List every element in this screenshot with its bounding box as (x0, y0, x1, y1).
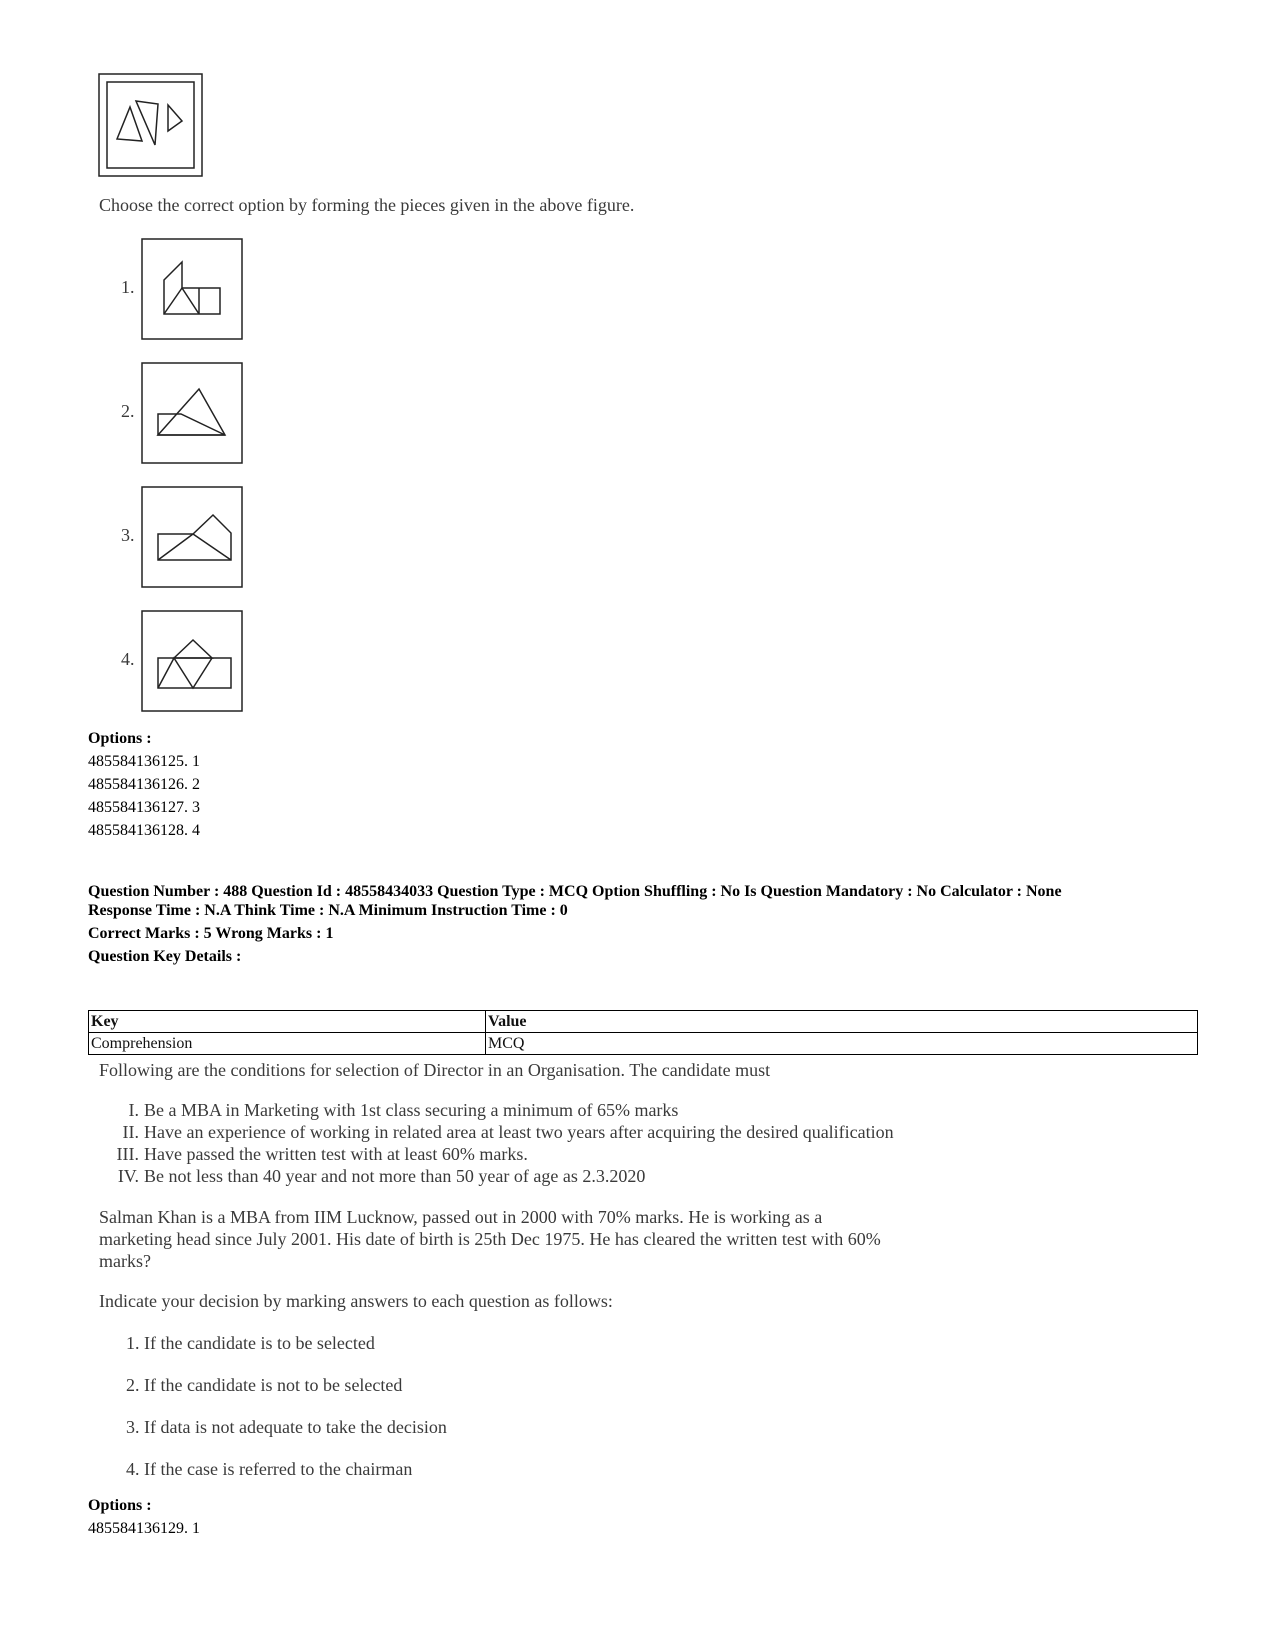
condition-text: Have passed the written test with at least 60% marks. (144, 1144, 528, 1164)
choice-label-1: 1. (121, 277, 135, 297)
option-item: 485584136127. 3 (88, 799, 200, 816)
question-meta-timing: Response Time : N.A Think Time : N.A Minimum Instruction Time : 0 (88, 902, 568, 919)
choice-figure-2 (141, 362, 244, 465)
passage-intro: Following are the conditions for selection of Director in an Organisation. The candidate must (99, 1060, 771, 1080)
question-figure (98, 73, 204, 177)
condition-text: Have an experience of working in related area at least two years after acquiring the desired qualification (144, 1122, 894, 1142)
option-item: 485584136129. 1 (88, 1520, 200, 1537)
condition-numeral: II. (122, 1122, 139, 1142)
key-details-heading: Question Key Details : (88, 948, 242, 965)
case-text-line: marks? (99, 1251, 151, 1271)
decision-item: 1. If the candidate is to be selected (126, 1333, 375, 1353)
options-heading: Options : (88, 730, 152, 747)
case-text-line: Salman Khan is a MBA from IIM Lucknow, passed out in 2000 with 70% marks. He is working as a (99, 1207, 823, 1227)
question-marks: Correct Marks : 5 Wrong Marks : 1 (88, 925, 334, 942)
option-item: 485584136126. 2 (88, 776, 200, 793)
case-text-line: marketing head since July 2001. His date of birth is 25th Dec 1975. He has cleared the written test with 60% (99, 1229, 881, 1249)
condition-numeral: III. (116, 1144, 139, 1164)
table-cell: Comprehension (89, 1033, 486, 1055)
choice-figure-1 (141, 238, 244, 341)
table-header-key: Key (89, 1011, 486, 1033)
options-heading: Options : (88, 1497, 152, 1514)
choice-label-2: 2. (121, 401, 135, 421)
decision-intro: Indicate your decision by marking answers to each question as follows: (99, 1291, 613, 1311)
question-meta: Question Number : 488 Question Id : 48558434033 Question Type : MCQ Option Shuffling : No Is Question Mandatory : No Calculator : None (88, 883, 1062, 900)
figure-instruction: Choose the correct option by forming the pieces given in the above figure. (99, 195, 635, 215)
option-item: 485584136128. 4 (88, 822, 200, 839)
table-cell: MCQ (486, 1033, 1198, 1055)
choice-label-4: 4. (121, 649, 135, 669)
decision-item: 3. If data is not adequate to take the decision (126, 1417, 447, 1437)
key-details-table (88, 1010, 1198, 1055)
table-row (89, 1033, 1198, 1055)
condition-text: Be not less than 40 year and not more than 50 year of age as 2.3.2020 (144, 1166, 646, 1186)
choice-figure-4 (141, 610, 244, 713)
table-header-row (89, 1011, 1198, 1033)
table-header-value: Value (486, 1011, 1198, 1033)
choice-label-3: 3. (121, 525, 135, 545)
decision-item: 2. If the candidate is not to be selected (126, 1375, 403, 1395)
option-item: 485584136125. 1 (88, 753, 200, 770)
choice-figure-3 (141, 486, 244, 589)
decision-item: 4. If the case is referred to the chairman (126, 1459, 413, 1479)
condition-numeral: IV. (117, 1166, 139, 1186)
condition-text: Be a MBA in Marketing with 1st class securing a minimum of 65% marks (144, 1100, 679, 1120)
condition-numeral: I. (128, 1100, 139, 1120)
